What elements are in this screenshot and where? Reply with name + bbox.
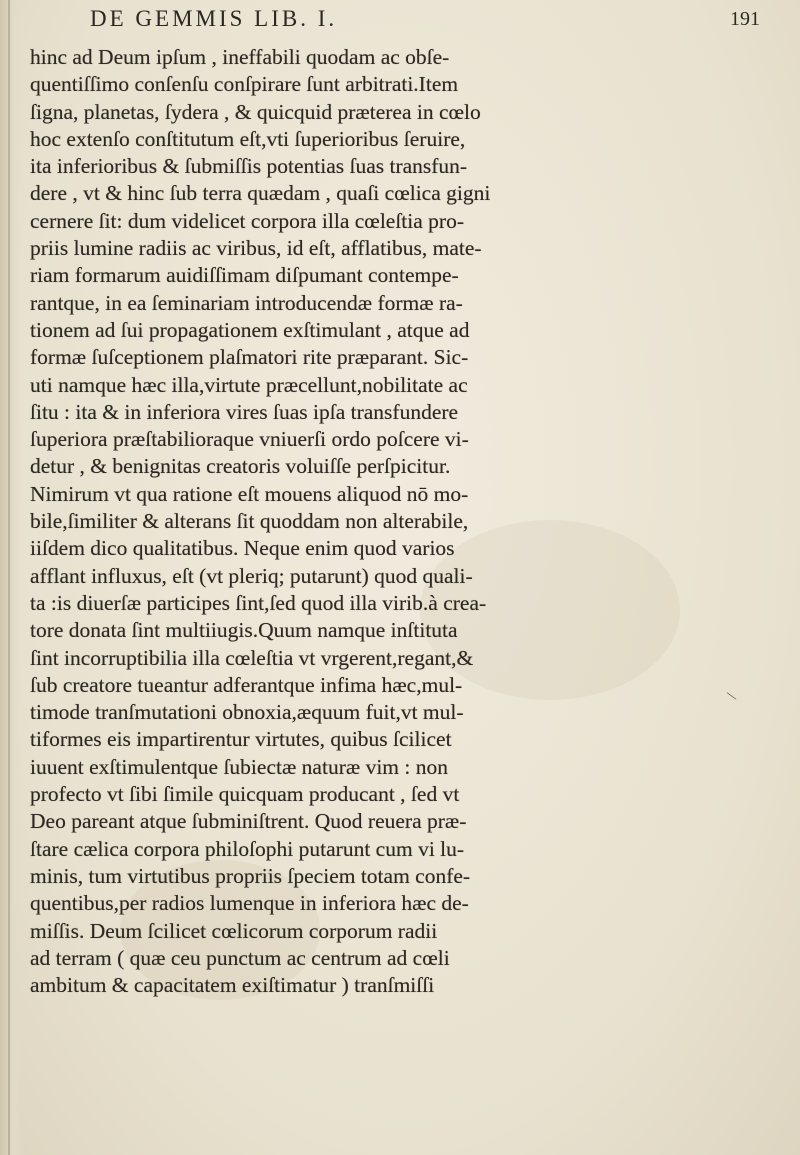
- text-line: rantque, in ea ſeminariam introducendæ formæ ra-: [30, 290, 463, 315]
- body-text: [30, 44, 760, 999]
- text-line: miſſis. Deum ſcilicet cœlicorum corporum radii: [30, 918, 438, 943]
- text-line: ita inferioribus & ſubmiſſis potentias ſuas transfun-: [30, 154, 468, 179]
- text-line: profecto vt ſibi ſimile quicquam producant , ſed vt: [30, 782, 460, 807]
- text-line: quentiſſimo conſenſu conſpirare ſunt arbitrati.Item: [30, 72, 459, 97]
- text-line: dere , vt & hinc ſub terra quædam , quaſi cœlica gigni: [30, 181, 491, 206]
- text-line: iiſdem dico qualitatibus. Neque enim quod varios: [30, 536, 455, 561]
- text-line: riam formarum auidiſſimam diſpumant contempe-: [30, 263, 459, 288]
- text-line: tionem ad ſui propagationem exſtimulant , atque ad: [30, 317, 470, 342]
- text-line: afflant influxus, eſt (vt pleriq; putarunt) quod quali-: [30, 563, 473, 588]
- text-line: Deo pareant atque ſubminiſtrent. Quod reuera præ-: [30, 809, 467, 834]
- text-line: ſub creatore tueantur adferantque infima hæc,mul-: [30, 672, 463, 697]
- gutter-edge: [8, 0, 10, 1155]
- text-line: formæ ſuſceptionem plaſmatori rite præparant. Sic-: [30, 345, 469, 370]
- text-line: cernere ſit: dum videlicet corpora illa cœleſtia pro-: [30, 208, 464, 233]
- text-line: Nimirum vt qua ratione eſt mouens aliquod nō mo-: [30, 481, 469, 506]
- text-line: quentibus,per radios lumenque in inferiora hæc de-: [30, 891, 469, 916]
- text-line: ſigna, planetas, ſydera , & quicquid præterea in cœlo: [30, 99, 481, 124]
- text-line: iuuent exſtimulentque ſubiectæ naturæ vim : non: [30, 754, 448, 779]
- text-line: uti namque hæc illa,virtute præcellunt,nobilitate ac: [30, 372, 468, 397]
- text-line: ſtare cælica corpora philoſophi putarunt cum vi lu-: [30, 836, 465, 861]
- text-line: hoc extenſo conſtitutum eſt,vti ſuperioribus ſeruire,: [30, 126, 466, 151]
- text-line: bile,ſimiliter & alterans ſit quoddam non alterabile,: [30, 509, 469, 534]
- page-number: 191: [730, 8, 760, 30]
- text-line: ſuperiora præſtabilioraque vniuerſi ordo poſcere vi-: [30, 427, 469, 452]
- margin-mark: \: [725, 688, 739, 705]
- text-line: tiformes eis impartirentur virtutes, quibus ſcilicet: [30, 727, 452, 752]
- text-line: ſint incorruptibilia illa cœleſtia vt vrgerent,regant,&: [30, 645, 474, 670]
- text-line: timode tranſmutationi obnoxia,æquum fuit,vt mul-: [30, 700, 464, 725]
- text-line: priis lumine radiis ac viribus, id eſt, afflatibus, mate-: [30, 236, 482, 261]
- page-header: [60, 6, 780, 40]
- page-gutter: [0, 0, 22, 1155]
- text-line: hinc ad Deum ipſum , ineffabili quodam ac obſe-: [30, 45, 450, 69]
- text-line: tore donata ſint multiiugis.Quum namque inſtituta: [30, 618, 458, 643]
- text-line: detur , & benignitas creatoris voluiſſe perſpicitur.: [30, 454, 451, 479]
- text-line: ta :is diuerſæ participes ſint,ſed quod illa virib.à crea-: [30, 590, 487, 615]
- text-line: minis, tum virtutibus propriis ſpeciem totam confe-: [30, 863, 471, 888]
- text-line: ad terram ( quæ ceu punctum ac centrum ad cœli: [30, 945, 450, 970]
- running-head: DE GEMMIS LIB. I.: [90, 6, 338, 31]
- text-line: ſitu : ita & in inferiora vires ſuas ipſa transfundere: [30, 399, 459, 424]
- text-line: ambitum & capacitatem exiſtimatur ) tranſmiſſi: [30, 973, 435, 998]
